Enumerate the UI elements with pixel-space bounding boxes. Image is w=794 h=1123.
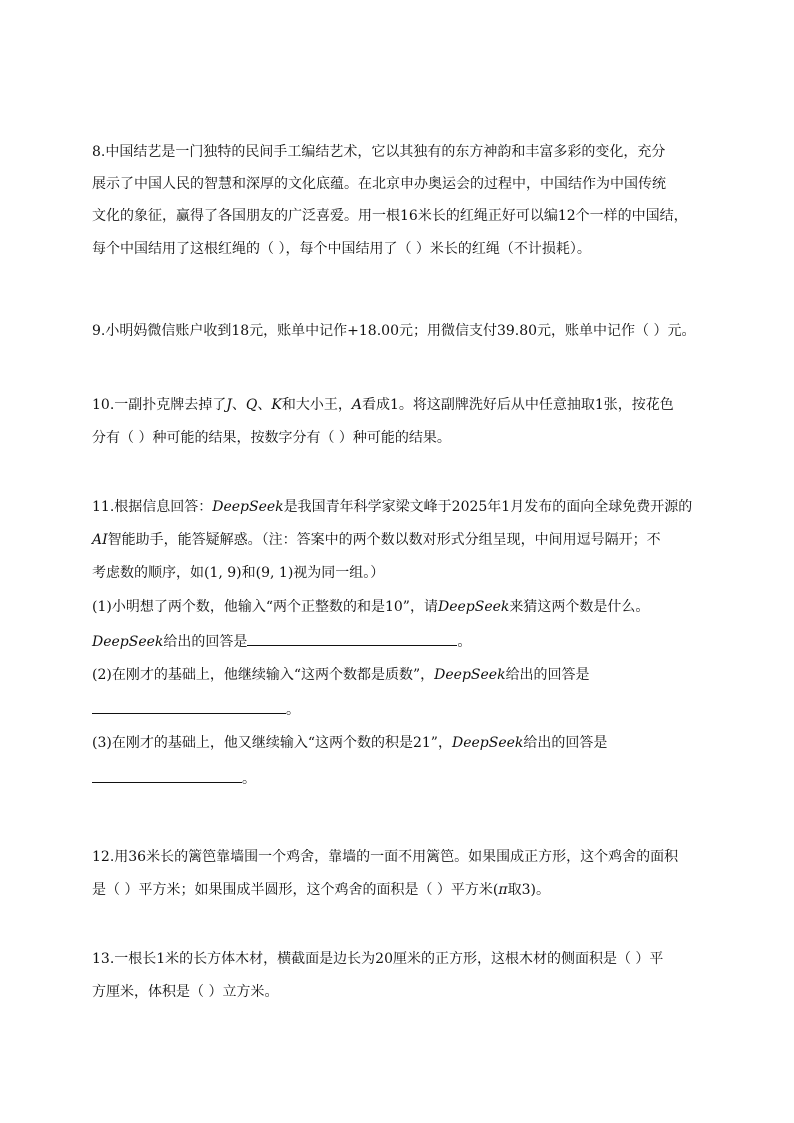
ai-term: AI: [92, 532, 108, 548]
q11-p2-text-b: 给出的回答是: [505, 667, 590, 683]
q12-text-a: 是（ ）平方米；如果围成半圆形，这个鸡舍的面积是（ ）平方米(: [92, 882, 499, 898]
q11-text-a: 11.根据信息回答：: [92, 499, 213, 515]
q11-line-3: 考虑数的顺序，如(1, 9)和(9, 1)视为同一组。）: [92, 565, 385, 581]
q11-part-2: [92, 666, 590, 684]
answer-blank-2[interactable]: [92, 699, 286, 714]
q10-sep-1: 、: [231, 397, 246, 413]
card-j: J: [226, 397, 232, 413]
deepseek-term: DeepSeek: [437, 599, 510, 615]
answer-blank-1[interactable]: [247, 631, 457, 646]
q11-p1-end: 。: [457, 634, 472, 650]
q11-p1-text-c: 给出的回答是: [163, 634, 248, 650]
deepseek-term: DeepSeek: [212, 499, 284, 515]
q8-line-4: 每个中国结用了这根红绳的（ ），每个中国结用了（ ）米长的红绳（不计损耗）。: [92, 241, 591, 257]
q8-line-2: 展示了中国人民的智慧和深厚的文化底蕴。在北京申办奥运会的过程中，中国结作为中国传统: [92, 176, 666, 192]
q10-text-c: 看成1。将这副牌洗好后从中任意抽取1张，按花色: [361, 397, 674, 413]
deepseek-term: DeepSeek: [451, 735, 524, 751]
q11-part-3: [92, 734, 607, 752]
q10-sep-2: 、: [257, 397, 272, 413]
pi-symbol: π: [498, 882, 508, 898]
q13-line-1: 13.一根长1米的长方体木材，横截面是边长为20厘米的正方形，这根木材的侧面积是（ ）平: [92, 951, 664, 967]
q11-p2-text-a: (2)在刚才的基础上，他继续输入“这两个数都是质数”，: [92, 667, 435, 683]
q11-p1-text-b: 来猜这两个数是什么。: [509, 599, 650, 615]
q10-line-2: 分有（ ）种可能的结果，按数字分有（ ）种可能的结果。: [92, 430, 451, 446]
card-k: K: [271, 397, 282, 413]
q12-line-2: [92, 881, 550, 899]
q13-line-2: 方厘米，体积是（ ）立方米。: [92, 984, 279, 1000]
deepseek-term: DeepSeek: [434, 667, 506, 683]
q11-p1-text-a: (1)小明想了两个数，他输入“两个正整数的和是10”，请: [92, 599, 438, 615]
q11-line-2: [92, 531, 661, 549]
q11-p3-text-a: (3)在刚才的基础上，他又继续输入“这两个数的积是21”，: [92, 735, 452, 751]
q10-text-b: 和大小王，: [281, 397, 352, 413]
q11-p2-end: 。: [286, 702, 300, 718]
q12-line-1: 12.用36米长的篱笆靠墙围一个鸡舍，靠墙的一面不用篱笆。如果围成正方形，这个鸡舍的面积: [92, 849, 679, 865]
q11-part-2-answer: [92, 699, 300, 719]
q10-text-a: 10.一副扑克牌去掉了: [92, 397, 227, 413]
card-a: A: [351, 397, 362, 413]
q11-line-1: [92, 498, 692, 516]
q9-line-1: 9.小明妈微信账户收到18元，账单中记作+18.00元；用微信支付39.80元，账单中记作（ ）元。: [92, 323, 696, 339]
q8-line-1: 8.中国结艺是一门独特的民间手工编结艺术，它以其独有的东方神韵和丰富多彩的变化，充分: [92, 144, 666, 160]
q10-line-1: [92, 396, 674, 414]
q11-part-3-answer: [92, 768, 256, 788]
card-q: Q: [245, 397, 258, 413]
q11-p3-text-b: 给出的回答是: [523, 735, 608, 751]
q11-part-1: [92, 598, 649, 616]
q11-text-b: 是我国青年科学家梁文峰于2025年1月发布的面向全球免费开源的: [283, 499, 693, 515]
answer-blank-3[interactable]: [92, 768, 242, 783]
q8-line-3: 文化的象征，赢得了各国朋友的广泛喜爱。用一根16米长的红绳正好可以编12个一样的中国结，: [92, 208, 688, 224]
q11-p3-end: 。: [242, 771, 256, 787]
q12-text-b: 取3)。: [507, 882, 550, 898]
deepseek-term: DeepSeek: [92, 634, 164, 650]
q11-text-c: 智能助手，能答疑解惑。（注：答案中的两个数以数对形式分组呈现，中间用逗号隔开；不: [107, 532, 661, 548]
q11-part-1-answer: [92, 631, 471, 651]
